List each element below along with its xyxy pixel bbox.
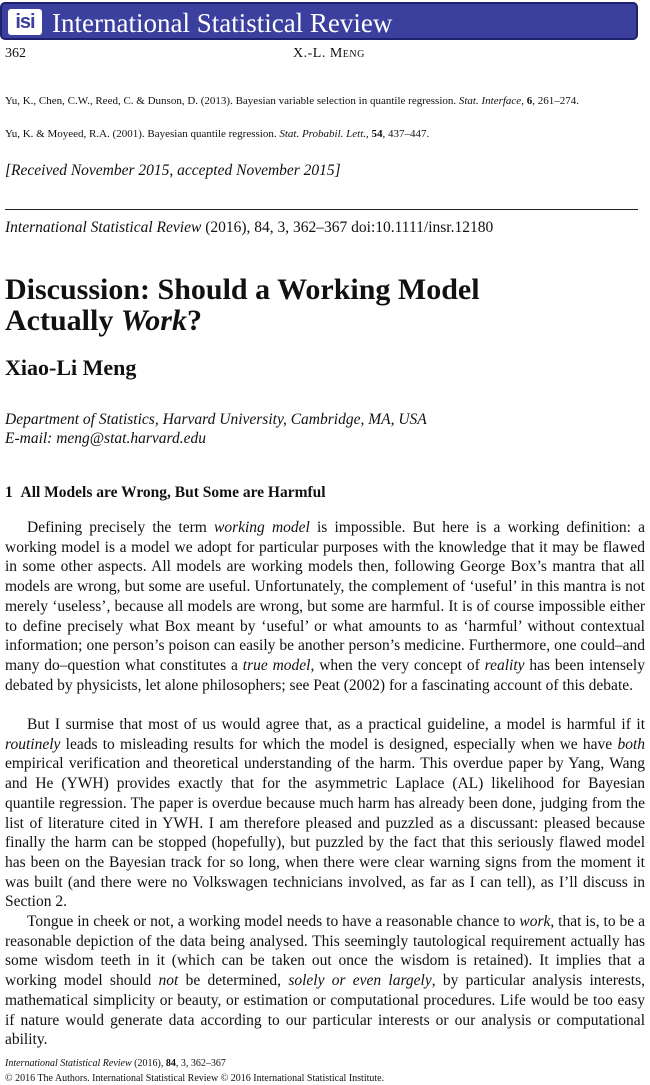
divider <box>5 209 638 210</box>
body-paragraph: Defining precisely the term working model is impossible. But here is a working definition: a working model is a model we adopt for particular purposes with the knowledge that it may be flawed in some other aspects. All models are working models then, following George Box’s mantra that all models are wrong, but some are useful. Unfortunately, the complement of ‘useful’ in this mantra is not merely ‘useless’, because all models are wrong, but some are harmful. It is of course impossible either to define precisely what Box meant by ‘useful’ or what amounts to as ‘harmful’ without contextual information; one person’s poison can easily be another person’s medicine. Furthermore, one could–and many do–question what constitutes a true model, when the very concept of reality has been intensely debated by physicists, let alone philosophers; see Peat (2002) for a fascinating account of this debate. <box>5 519 646 694</box>
body-paragraph: Tongue in cheek or not, a working model needs to have a reasonable chance to work, that is, to be a reasonable depiction of the data being analysed. This seemingly tautological requirement actually has some wisdom teeth in it (which can be taken out once the wisdom is retained). It implies that a working model should not be determined, solely or even largely, by particular analysis interests, mathematical simplicity or beauty, or estimation or computational procedures. Life would be too easy if nature would generate data according to our particular interests or our analysis or computational ability. <box>5 913 645 1049</box>
received-date: [Received November 2015, accepted November 2015] <box>5 162 341 179</box>
footer-copyright: © 2016 The Authors. International Statistical Review © 2016 International Statistical Institute. <box>5 1073 385 1084</box>
running-author: X.-L. Meng <box>293 46 365 61</box>
reference-item: Yu, K. & Moyeed, R.A. (2001). Bayesian quantile regression. Stat. Probabil. Lett., 54, 437–447. <box>5 128 430 140</box>
section-heading: 1 All Models are Wrong, But Some are Harmful <box>5 484 326 501</box>
body-paragraph: But I surmise that most of us would agree that, as a practical guideline, a model is harmful if it routinely leads to misleading results for which the model is designed, especially when we have both empirical verification and theoretical understanding of the harm. This overdue paper by Yang, Wang and He (YWH) provides exactly that for the asymmetric Laplace (AL) likelihood for Bayesian quantile regression. The paper is overdue because much harm has already been done, judging from the list of literature cited in YWH. I am therefore pleased and puzzled as a discussant: pleased because finally the harm can be stopped (hopefully), but puzzled by the fact that this seriously flawed model has been on the Bayesian track for so long, when there were clear warning signs from the moment it was built (and there were no Volkswagen technicians involved, as far as I can tell), as I’ll discuss in Section 2. <box>5 716 645 911</box>
isi-logo-icon: isi <box>8 9 42 35</box>
author-name: Xiao-Li Meng <box>5 355 137 380</box>
journal-title: International Statistical Review <box>52 8 393 38</box>
page-number: 362 <box>5 46 26 61</box>
footer-citation: International Statistical Review (2016), 84, 3, 362–367 <box>5 1058 226 1069</box>
affiliation: Department of Statistics, Harvard University, Cambridge, MA, USA E-mail: meng@stat.harvard.edu <box>5 411 427 447</box>
email: E-mail: meng@stat.harvard.edu <box>5 430 206 447</box>
reference-item: Yu, K., Chen, C.W., Reed, C. & Dunson, D. (2013). Bayesian variable selection in quantile regression. Stat. Interface, 6, 261–274. <box>5 95 579 107</box>
article-title: Discussion: Should a Working Model Actually Work? <box>5 273 480 337</box>
journal-banner <box>0 2 638 40</box>
article-citation: International Statistical Review (2016), 84, 3, 362–367 doi:10.1111/insr.12180 <box>5 219 494 236</box>
